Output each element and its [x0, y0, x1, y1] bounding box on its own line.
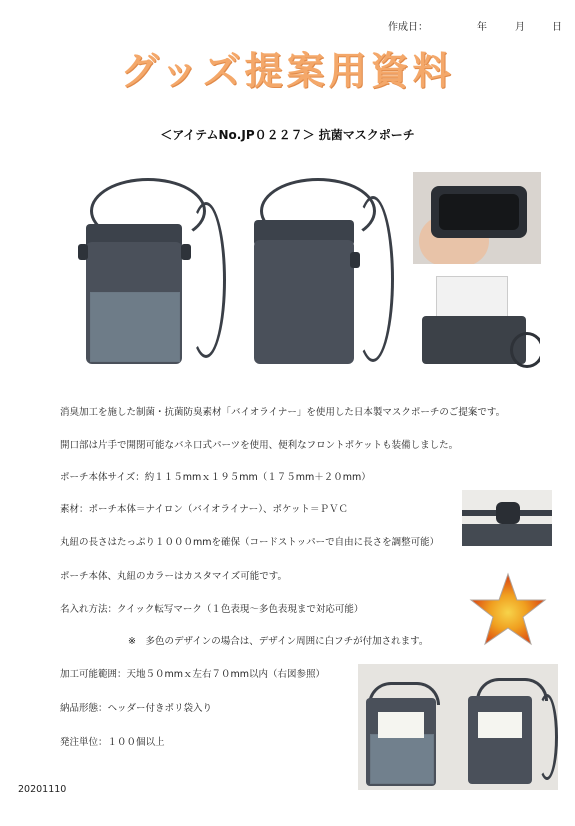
- date-year-label: 年: [477, 22, 487, 33]
- document-code: 20201110: [18, 784, 67, 795]
- date-month-label: 月: [515, 22, 525, 33]
- order-unit-line: 発注単位：１００個以上: [60, 737, 165, 748]
- product-photo-back: [240, 172, 400, 372]
- date-day-label: 日: [552, 22, 562, 33]
- star-print-sample-icon: [468, 572, 548, 648]
- item-subtitle: ＜アイテムNo.JP０２２７＞ 抗菌マスクポーチ: [160, 128, 415, 142]
- cord-length-line: 丸紐の長さはたっぷり１０００mmを確保（コードストッパーで自由に長さを調整可能）: [60, 537, 440, 548]
- created-date-label: 作成日：: [388, 22, 428, 33]
- print-area-sample-photo: [358, 664, 558, 790]
- product-photo-opening: [413, 172, 541, 264]
- material-spec-line: 素材：ポーチ本体＝ナイロン（バイオライナー）、ポケット＝ＰＶＣ: [60, 504, 349, 515]
- print-area-line: 加工可能範囲：天地５０mmｘ左右７０mm以内（右図参照）: [60, 669, 326, 680]
- document-title: グッズ提案用資料: [120, 49, 455, 93]
- color-custom-line: ポーチ本体、丸紐のカラーはカスタマイズ可能です。: [60, 571, 287, 582]
- description-line-2: 開口部は片手で開閉可能なバネ口式パーツを使用、便利なフロントポケットも装備しました。: [60, 440, 459, 451]
- size-spec-line: ポーチ本体サイズ：約１１５mmｘ１９５mm（１７５mm＋２０mm）: [60, 472, 371, 483]
- product-photo-front: [68, 172, 228, 372]
- cord-stopper-photo: [462, 490, 552, 546]
- print-method-line: 名入れ方法：クイック転写マーク（１色表現～多色表現まで対応可能）: [60, 604, 364, 615]
- product-photo-mask: [418, 272, 540, 368]
- description-line-1: 消臭加工を施した制菌・抗菌防臭素材「バイオライナー」を使用した日本製マスクポーチのご提案です。: [60, 407, 506, 418]
- multicolor-note: ※ 多色のデザインの場合は、デザイン周囲に白フチが付加されます。: [128, 636, 429, 647]
- packaging-line: 納品形態：ヘッダー付きポリ袋入り: [60, 703, 213, 714]
